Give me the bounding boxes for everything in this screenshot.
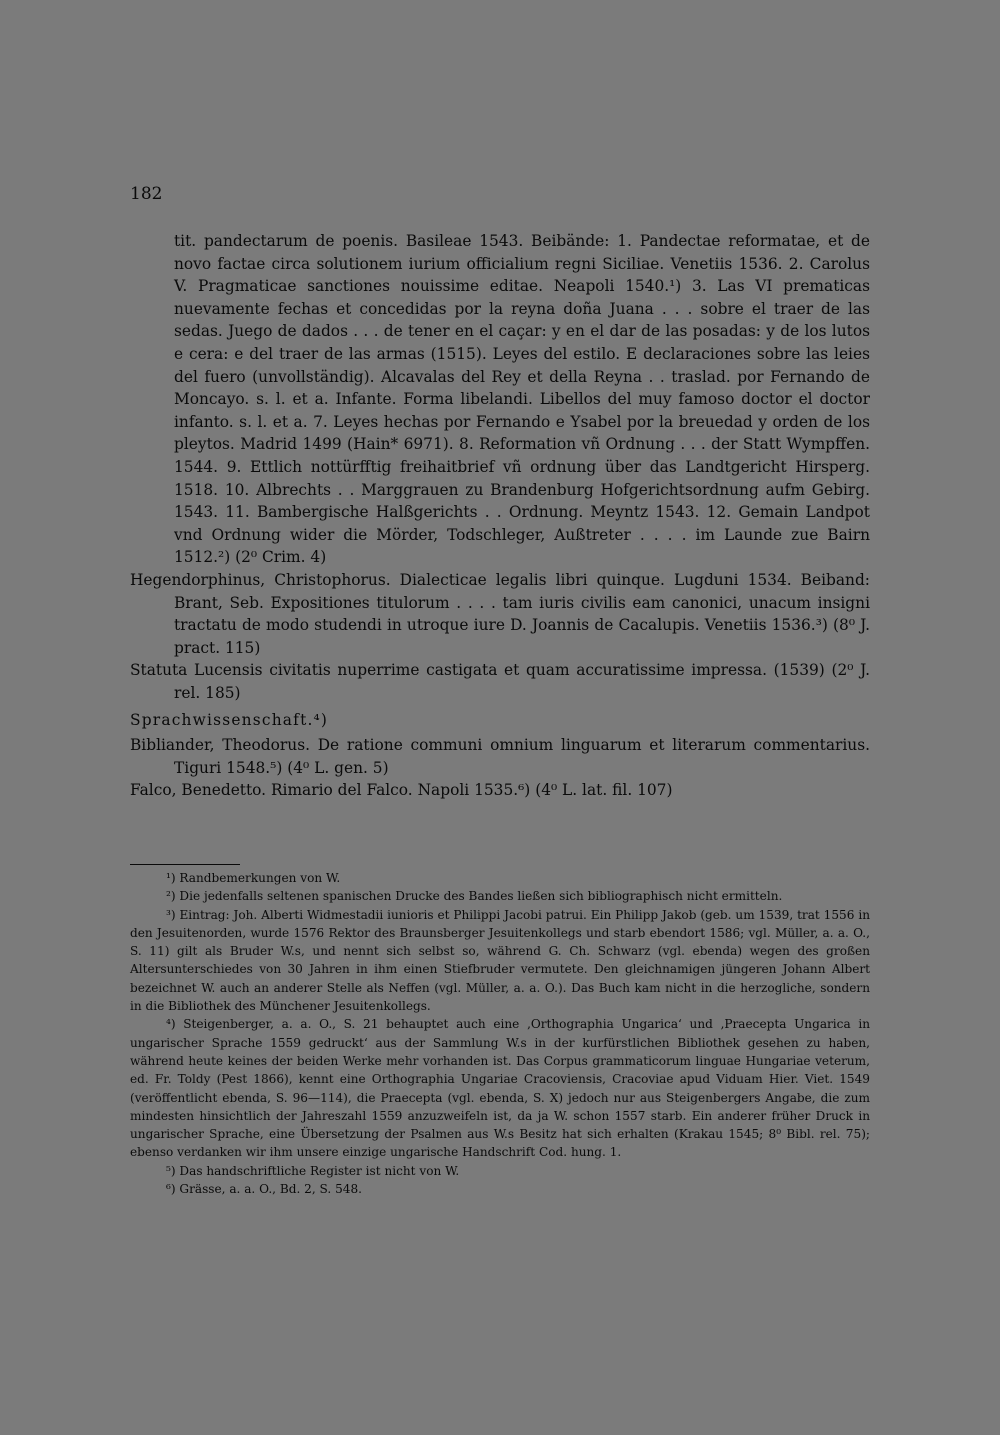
main-text bbox=[130, 230, 870, 802]
footnote-2: ²) Die jedenfalls seltenen spanischen Drucke des Bandes ließen sich bibliographisch nicht ermitteln. bbox=[166, 889, 783, 904]
entry-statuta-lucensis: Statuta Lucensis civitatis nuperrime castigata et quam accuratissime impressa. (1539) (2⁰ J. rel. 185) bbox=[130, 661, 870, 702]
footnote-4: ⁴) Steigenberger, a. a. O., S. 21 behauptet auch eine ‚Orthographia Ungarica‘ und ‚Praecepta Ungarica in ungarischer Sprache 1559 gedruckt‘ aus der Sammlung W.s in der kurfürstlichen Bibliothek gesehen zu haben, während heute keines der beiden Werke mehr vorhanden ist. Das Corpus grammaticorum linguae Hungariae veterum, ed. Fr. Toldy (Pest 1866), kennt eine Orthographia Ungariae Cracoviensis, Cracoviae apud Viduam Hier. Viet. 1549 (veröffentlicht ebenda, S. 96—114), die Praecepta (vgl. ebenda, S. X) jedoch nur aus Steigenbergers Angabe, die zum mindesten hinsichtlich der Jahreszahl 1559 anzuzweifeln ist, da ja W. schon 1557 starb. Ein anderer früher Druck in ungarischer Sprache, eine Übersetzung der Psalmen aus W.s Besitz hat sich erhalten (Krakau 1545; 8⁰ Bibl. rel. 75); ebenso verdanken wir ihm unsere einzige ungarische Handschrift Cod. hung. 1. bbox=[130, 1017, 870, 1160]
footnote-3: ³) Eintrag: Joh. Alberti Widmestadii iunioris et Philippi Jacobi patrui. Ein Philipp Jakob (geb. um 1539, trat 1556 in den Jesuitenorden, wurde 1576 Rektor des Braunsberger Jesuitenkollegs und starb ebendort 1586; vgl. Müller, a. a. O., S. 11) gilt als Bruder W.s, und nennt sich selbst so, während G. Ch. Schwarz (vgl. ebenda) wegen des großen Altersunterschiedes von 30 Jahren in ihm einen Stiefbruder vermutete. Den gleichnamigen jüngeren Johann Albert bezeichnet W. auch an anderer Stelle als Neffen (vgl. Müller, a. a. O.). Das Buch kam nicht in die herzogliche, sondern in die Bibliothek des Münchener Jesuitenkollegs. bbox=[130, 907, 870, 1014]
entry-bibliander: Bibliander, Theodorus. De ratione communi omnium linguarum et literarum commentarius. Tiguri 1548.⁵) (4⁰ L. gen. 5) bbox=[130, 736, 870, 777]
footnote-5: ⁵) Das handschriftliche Register ist nicht von W. bbox=[166, 1163, 460, 1178]
footnote-rule bbox=[130, 864, 240, 865]
entry-falco: Falco, Benedetto. Rimario del Falco. Napoli 1535.⁶) (4⁰ L. lat. fil. 107) bbox=[130, 781, 673, 800]
footnotes bbox=[130, 864, 870, 1198]
entry-hegendorphinus: Hegendorphinus, Christophorus. Dialecticae legalis libri quinque. Lugduni 1534. Beiband: Brant, Seb. Expositiones titulorum . . . . tam iuris civilis eam canonici, unacum insigni tractatu de modo studendi in utroque iure D. Joannis de Cacalupis. Venetiis 1536.³) (8⁰ J. pract. 115) bbox=[130, 570, 870, 657]
footnote-6: ⁶) Grässe, a. a. O., Bd. 2, S. 548. bbox=[166, 1182, 363, 1197]
entry-continuation-pandectae: tit. pandectarum de poenis. Basileae 1543. Beibände: 1. Pandectae reformatae, et de novo factae circa solutionem iurium officialium regni Siciliae. Venetiis 1536. 2. Carolus V. Pragmaticae sanctiones nouissime editae. Neapoli 1540.¹) 3. Las VI prematicas nuevamente fechas et concedidas por la reyna doña Juana . . . sobre el traer de las sedas. Juego de dados . . . de tener en el caçar: y en el dar de las posadas: y de los lutos e cera: e del traer de las armas (1515). Leyes del estilo. E declaraciones sobre las leies del fuero (unvollständig). Alcavalas del Rey et della Reyna . . traslad. por Fernando de Moncayo. s. l. et a. Infante. Forma libelandi. Libellos del muy famoso doctor el doctor infanto. s. l. et a. 7. Leyes hechas por Fernando e Ysabel por la breuedad y orden de los pleytos. Madrid 1499 (Hain* 6971). 8. Reformation vñ Ordnung . . . der Statt Wympffen. 1544. 9. Ettlich nottürfftig freihaitbrief vñ ordnung über das Landtgericht Hirsperg. 1518. 10. Albrechts . . Marggrauen zu Brandenburg Hofgerichtsordnung aufm Gebirg. 1543. 11. Bambergische Halßgerichts . . Ordnung. Meyntz 1543. 12. Gemain Landpot vnd Ordnung wider die Mörder, Todschleger, Außtreter . . . . im Launde zue Bairn 1512.²) (2⁰ Crim. 4) bbox=[174, 232, 870, 567]
page-number: 182 bbox=[130, 184, 163, 204]
section-heading-sprachwissenschaft: Sprachwissenschaft.⁴) bbox=[130, 711, 329, 730]
footnote-1: ¹) Randbemerkungen von W. bbox=[166, 871, 341, 885]
